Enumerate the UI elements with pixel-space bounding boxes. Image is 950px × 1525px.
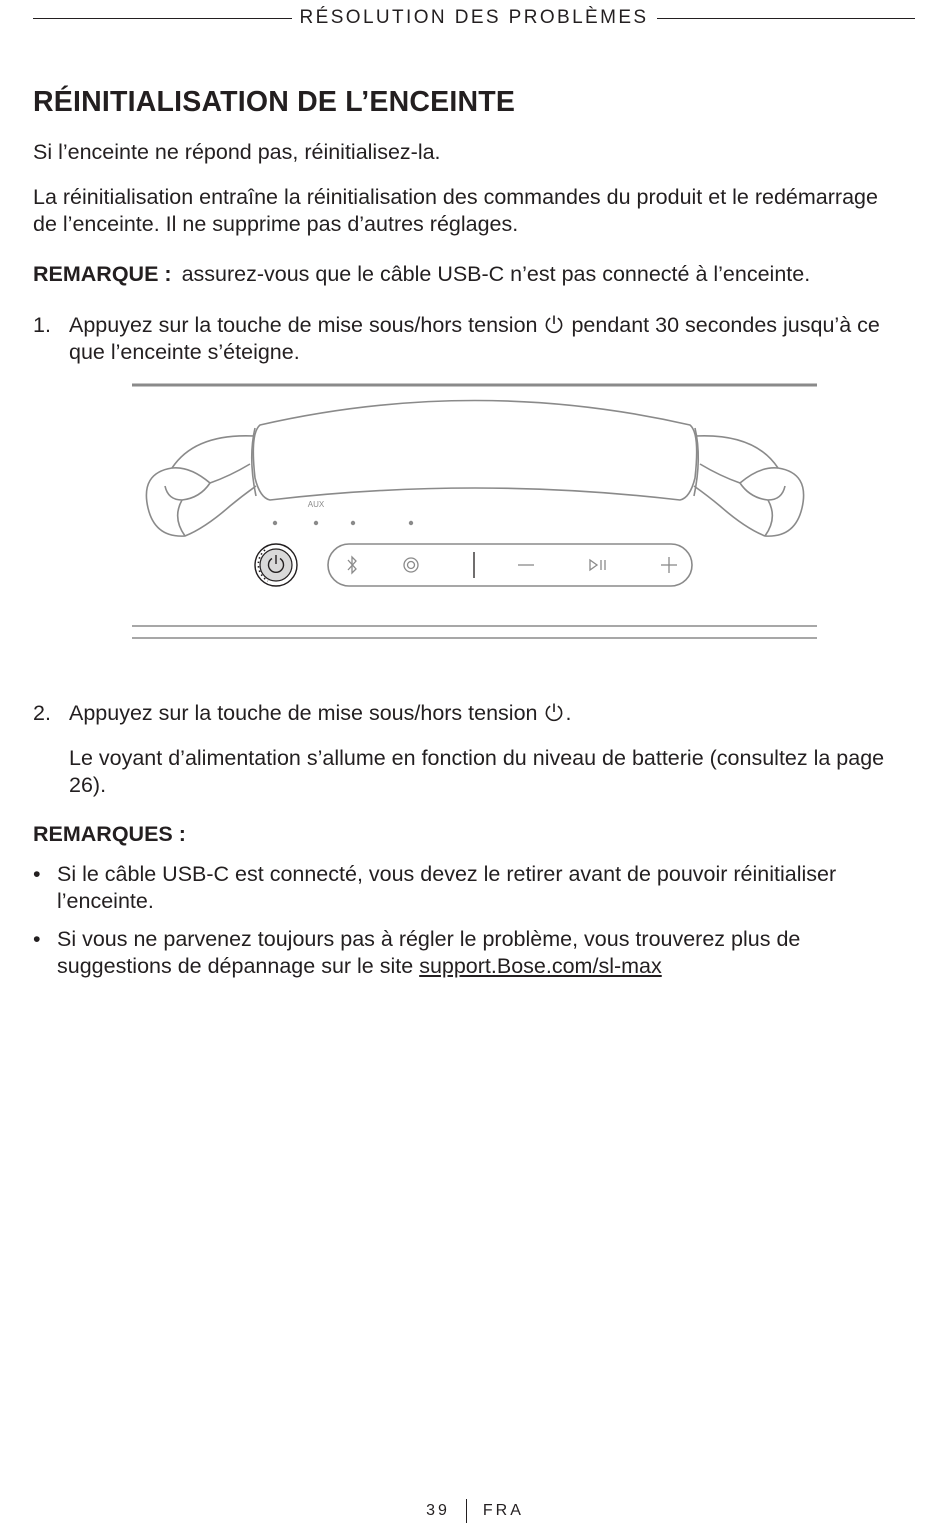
indicator-light [314, 521, 318, 525]
right-strap [694, 436, 804, 536]
bullet-dot: • [33, 927, 41, 951]
language-code: FRA [482, 1502, 524, 1519]
intro-text: Si l’enceinte ne répond pas, réinitialisez-la. [33, 140, 441, 164]
page-title: RÉINITIALISATION DE L’ENCEINTE [33, 86, 516, 118]
step-text [69, 700, 919, 727]
step-text-before: Appuyez sur la touche de mise sous/hors tension [69, 313, 544, 337]
remark-item [33, 861, 917, 915]
note-text: assurez-vous que le câble USB-C n’est pas connecté à l’enceinte. [181, 262, 811, 286]
handle-band [253, 401, 696, 501]
remark-text-wrapper [57, 926, 917, 980]
power-icon [543, 701, 565, 723]
page-header [33, 6, 915, 30]
indicator-light [409, 521, 413, 525]
header-rule-right [657, 18, 916, 19]
page-number: 39 [426, 1502, 450, 1519]
remark-text: Si vous ne parvenez toujours pas à régler le problème, vous trouverez plus de suggestions de dépannage sur le site [57, 927, 801, 978]
page-footer [0, 1499, 950, 1523]
explanation-text: La réinitialisation entraîne la réinitialisation des commandes du produit et le redémarrage de l’enceinte. Il ne supprime pas d’autres réglages. [33, 185, 878, 236]
section-title: RÉSOLUTION DES PROBLÈMES [299, 7, 649, 28]
footer-separator [466, 1499, 467, 1523]
indicator-light [351, 521, 355, 525]
power-button [255, 544, 297, 586]
power-icon [543, 313, 565, 335]
volume-up-icon [661, 557, 677, 573]
step-text-after: pendant 30 secondes jusqu’à ce que l’enceinte s’éteigne. [69, 313, 880, 364]
support-link[interactable]: support.Bose.com/sl-max [419, 954, 662, 978]
bullet-dot: • [33, 862, 41, 886]
step-2 [33, 700, 919, 727]
control-bar [328, 544, 692, 586]
step-text-before: Appuyez sur la touche de mise sous/hors tension [69, 701, 544, 725]
header-rule-left [33, 18, 292, 19]
note-label: REMARQUE : [33, 262, 172, 286]
step-text [69, 312, 919, 366]
remarks-label: REMARQUES : [33, 822, 186, 846]
step-number: 1. [33, 313, 51, 337]
step-2-detail: Le voyant d’alimentation s’allume en fonction du niveau de batterie (consultez la page 26). [69, 746, 885, 797]
step-text-after: . [565, 701, 572, 725]
step-1 [33, 312, 919, 366]
speaker-illustration [130, 378, 820, 643]
remark-item [33, 926, 917, 980]
step-number: 2. [33, 701, 51, 725]
indicator-light [273, 521, 277, 525]
left-strap [146, 436, 256, 536]
note [33, 261, 810, 288]
play-pause-icon [590, 560, 605, 570]
remark-text: Si le câble USB-C est connecté, vous devez le retirer avant de pouvoir réinitialiser l’enceinte. [57, 862, 837, 913]
bluetooth-icon [348, 557, 356, 573]
action-icon [404, 558, 418, 572]
aux-label: AUX [307, 500, 325, 509]
